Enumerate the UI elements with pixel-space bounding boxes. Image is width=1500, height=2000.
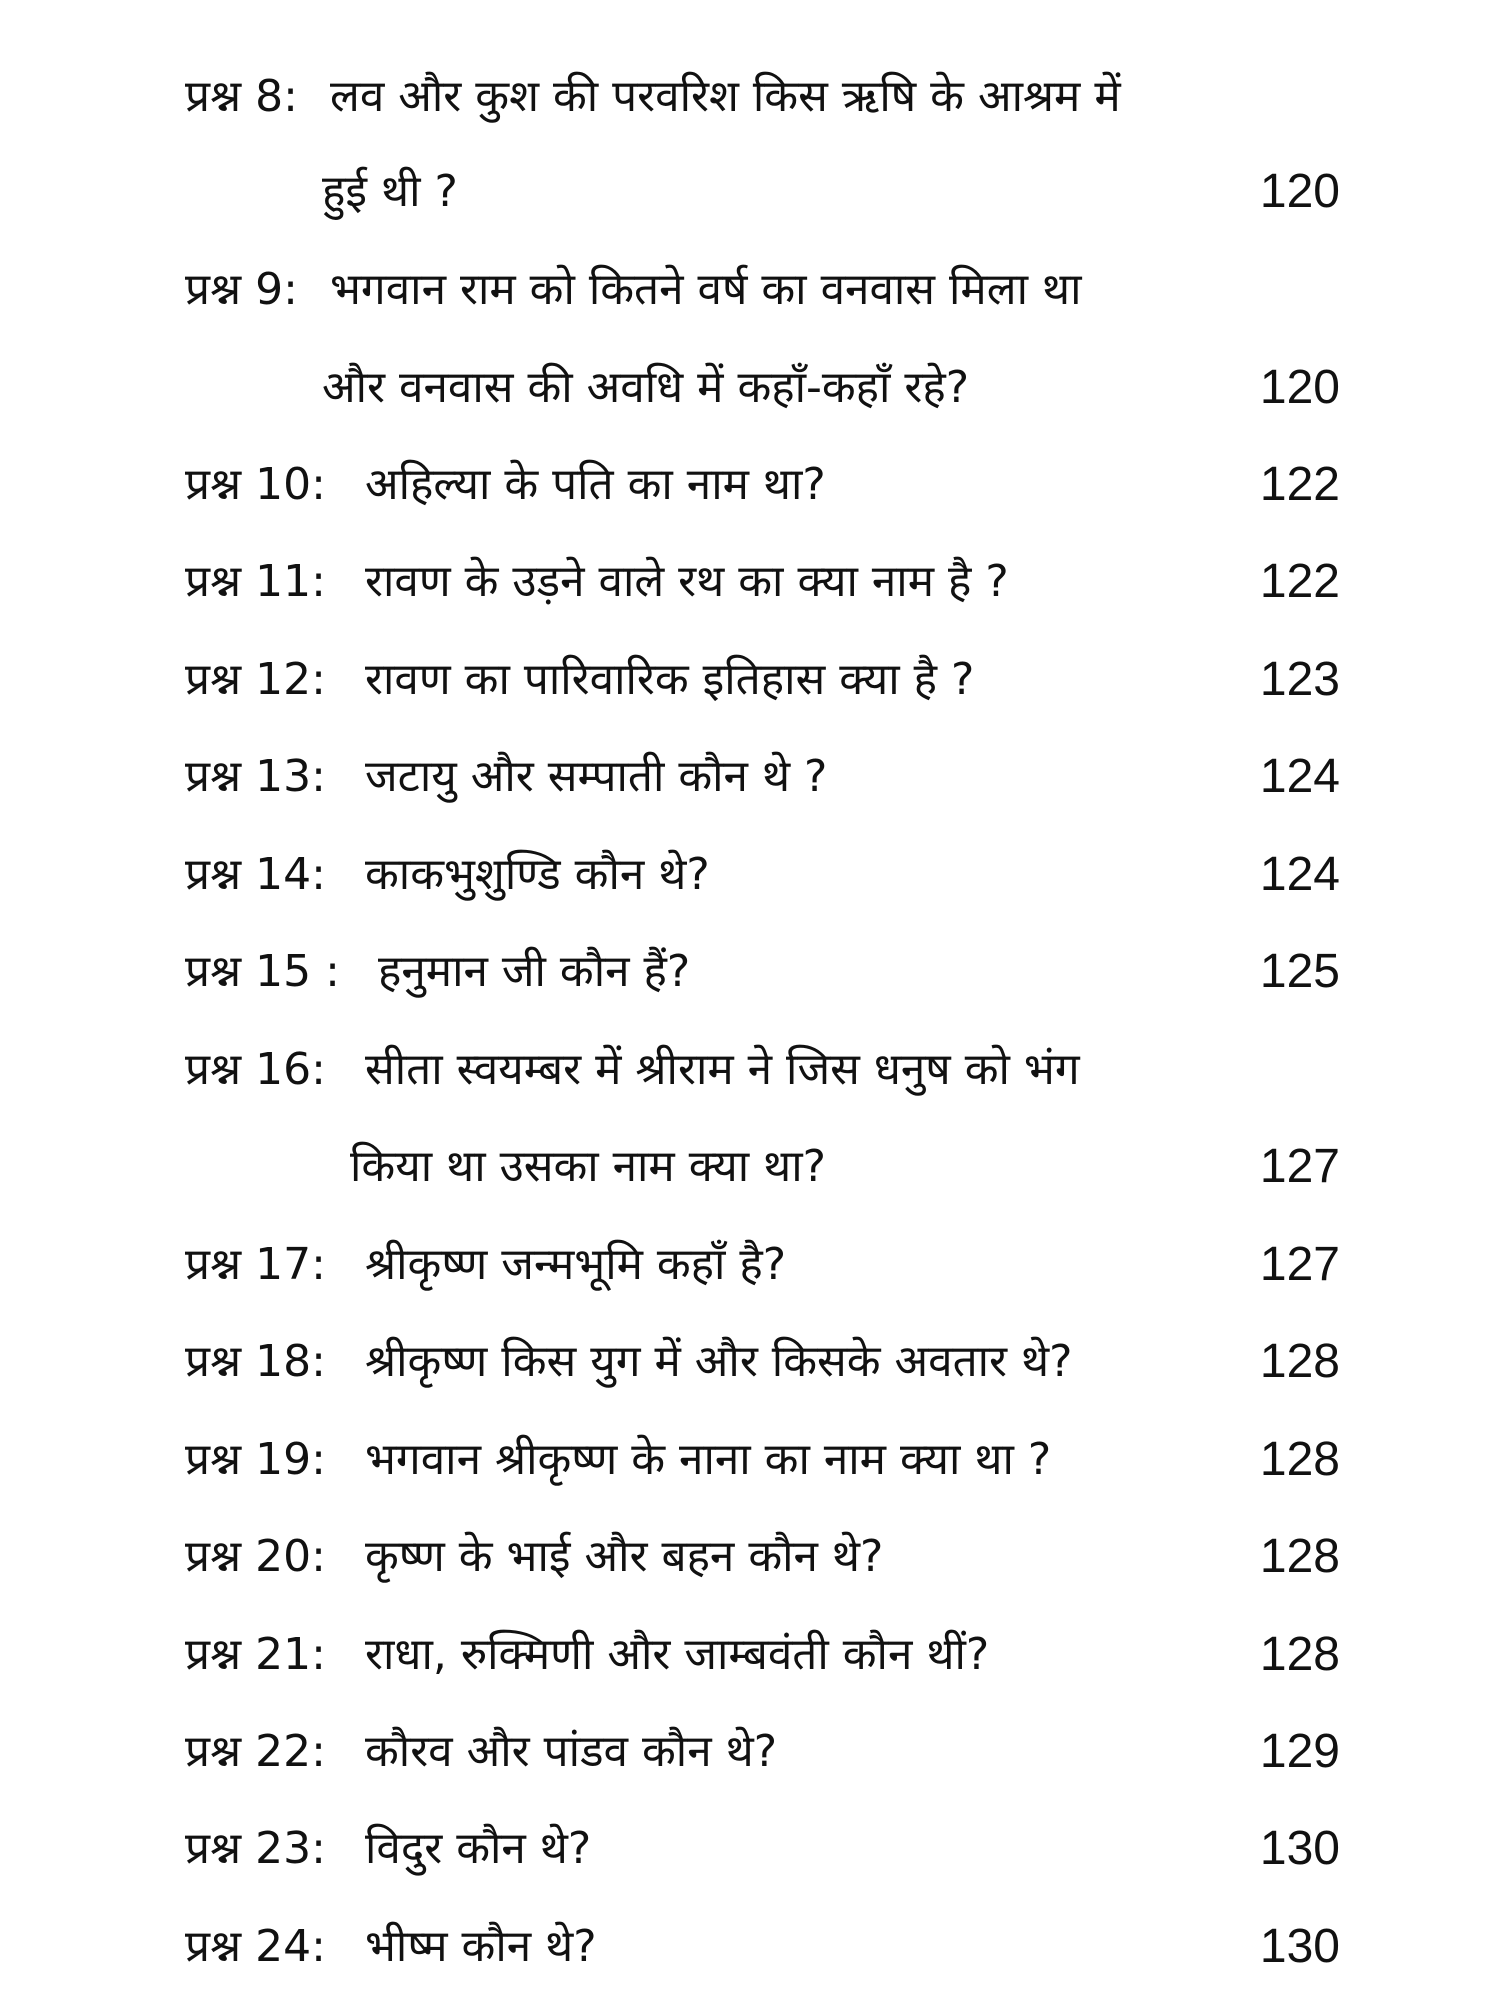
question-label: प्रश्न 22: xyxy=(185,1726,326,1777)
page-number: 128 xyxy=(1259,1530,1340,1583)
page-number: 122 xyxy=(1259,458,1340,511)
page-number: 129 xyxy=(1259,1725,1340,1778)
question-text: जटायु और सम्पाती कौन थे ? xyxy=(365,751,828,802)
toc-entry-9 xyxy=(0,245,1500,335)
question-label: प्रश्न 21: xyxy=(185,1629,326,1680)
question-text-continued: और वनवास की अवधि में कहाँ-कहाँ रहे? xyxy=(322,362,970,413)
page-number: 130 xyxy=(1259,1822,1340,1875)
toc-entry-13 xyxy=(0,732,1500,822)
question-label: प्रश्न 17: xyxy=(185,1239,326,1290)
page-number: 128 xyxy=(1259,1433,1340,1486)
question-label: प्रश्न 15 : xyxy=(185,946,340,997)
question-text: काकभुशुण्डि कौन थे? xyxy=(365,849,710,900)
question-text-continued: किया था उसका नाम क्या था? xyxy=(350,1141,827,1192)
question-label: प्रश्न 8: xyxy=(185,71,298,122)
question-text: रावण के उड़ने वाले रथ का क्या नाम है ? xyxy=(365,556,1009,607)
question-text: राधा, रुक्मिणी और जाम्बवंती कौन थीं? xyxy=(365,1629,990,1680)
page-number: 127 xyxy=(1259,1140,1340,1193)
question-label: प्रश्न 19: xyxy=(185,1434,326,1485)
toc-entry-24 xyxy=(0,1902,1500,1992)
page-number: 127 xyxy=(1259,1238,1340,1291)
toc-entry-16 xyxy=(0,1025,1500,1115)
question-text-continued: हुई थी ? xyxy=(322,166,458,217)
toc-entry-15 xyxy=(0,927,1500,1017)
question-label: प्रश्न 20: xyxy=(185,1531,326,1582)
question-text: श्रीकृष्ण जन्मभूमि कहाँ है? xyxy=(365,1239,787,1290)
page-number: 120 xyxy=(1259,361,1340,414)
toc-entry-9-continued xyxy=(0,343,1500,433)
question-text: सीता स्वयम्बर में श्रीराम ने जिस धनुष को भंग xyxy=(365,1044,1080,1095)
question-text: कौरव और पांडव कौन थे? xyxy=(365,1726,778,1777)
question-text: लव और कुश की परवरिश किस ऋषि के आश्रम में xyxy=(330,71,1121,122)
question-text: भीष्म कौन थे? xyxy=(365,1921,597,1972)
page-number: 120 xyxy=(1259,165,1340,218)
question-label: प्रश्न 23: xyxy=(185,1823,326,1874)
question-text: भगवान श्रीकृष्ण के नाना का नाम क्या था ? xyxy=(365,1434,1052,1485)
question-text: रावण का पारिवारिक इतिहास क्या है ? xyxy=(365,654,975,705)
toc-entry-14 xyxy=(0,830,1500,920)
question-text: विदुर कौन थे? xyxy=(365,1823,592,1874)
question-label: प्रश्न 18: xyxy=(185,1336,326,1387)
toc-entry-22 xyxy=(0,1707,1500,1797)
question-label: प्रश्न 9: xyxy=(185,264,298,315)
toc-entry-20 xyxy=(0,1512,1500,1602)
page-number: 130 xyxy=(1259,1920,1340,1973)
toc-entry-8 xyxy=(0,52,1500,142)
toc-entry-19 xyxy=(0,1415,1500,1505)
toc-entry-23 xyxy=(0,1804,1500,1894)
question-label: प्रश्न 14: xyxy=(185,849,326,900)
page-number: 124 xyxy=(1259,848,1340,901)
question-text: कृष्ण के भाई और बहन कौन थे? xyxy=(365,1531,884,1582)
toc-entry-11 xyxy=(0,537,1500,627)
question-label: प्रश्न 13: xyxy=(185,751,326,802)
page-number: 123 xyxy=(1259,653,1340,706)
page-number: 125 xyxy=(1259,945,1340,998)
toc-entry-16-continued xyxy=(0,1122,1500,1212)
toc-entry-17 xyxy=(0,1220,1500,1310)
question-text: हनुमान जी कौन हैं? xyxy=(378,946,691,997)
question-label: प्रश्न 12: xyxy=(185,654,326,705)
question-label: प्रश्न 11: xyxy=(185,556,326,607)
toc-entry-18 xyxy=(0,1317,1500,1407)
question-text: श्रीकृष्ण किस युग में और किसके अवतार थे? xyxy=(365,1336,1073,1387)
page-number: 128 xyxy=(1259,1628,1340,1681)
toc-entry-12 xyxy=(0,635,1500,725)
page-number: 124 xyxy=(1259,750,1340,803)
question-text: अहिल्या के पति का नाम था? xyxy=(365,459,826,510)
question-label: प्रश्न 16: xyxy=(185,1044,326,1095)
question-label: प्रश्न 24: xyxy=(185,1921,326,1972)
question-label: प्रश्न 10: xyxy=(185,459,326,510)
question-text: भगवान राम को कितने वर्ष का वनवास मिला था xyxy=(330,264,1082,315)
toc-entry-8-continued xyxy=(0,147,1500,237)
toc-entry-10 xyxy=(0,440,1500,530)
page-number: 128 xyxy=(1259,1335,1340,1388)
page-number: 122 xyxy=(1259,555,1340,608)
toc-entry-21 xyxy=(0,1610,1500,1700)
